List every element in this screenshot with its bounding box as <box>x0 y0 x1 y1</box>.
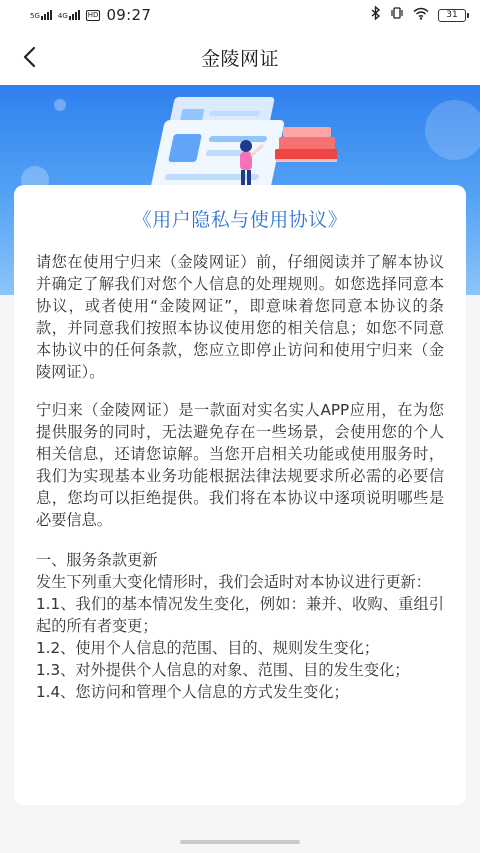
section-item: 1.1、我们的基本情况发生变化，例如：兼并、收购、重组引起的所有者变更； <box>36 595 444 635</box>
signal-5g <box>30 10 52 20</box>
agreement-title: 《用户隐私与使用协议》 <box>132 209 348 231</box>
status-bar <box>0 0 480 30</box>
agreement-card <box>14 185 466 805</box>
bottom-area <box>0 815 480 853</box>
status-left <box>30 6 151 24</box>
agreement-paragraph: 宁归来（金陵网证）是一款面对实名实人APP应用，在为您提供服务的同时，无法避免存在一些场景，会使用您的个人相关信息，还请您谅解。当您开启相关功能或使用服务时，我们为实现基本业务功能根据法律法规要求所必需的必要信息，您均可以拒绝提供。我们将在本协议中逐项说明哪些是必要信息。 <box>36 401 444 529</box>
bluetooth-icon <box>371 6 381 24</box>
section-intro: 发生下列重大变化情形时，我们会适时对本协议进行更新： <box>36 573 431 591</box>
signal-4g <box>58 10 80 20</box>
wifi-icon <box>413 7 429 24</box>
page-title: 金陵网证 <box>200 48 279 70</box>
hd-badge: HD <box>87 10 99 19</box>
section-item: 1.4、您访问和管理个人信息的方式发生变化； <box>36 683 349 701</box>
section-item: 1.2、使用个人信息的范围、目的、规则发生变化； <box>36 639 380 657</box>
status-right <box>371 6 466 24</box>
signal-4g-label: 4G <box>57 12 68 20</box>
battery-icon: 31 <box>438 9 466 22</box>
signal-bars-icon <box>69 10 80 20</box>
back-button[interactable] <box>14 42 44 72</box>
vibrate-icon <box>390 6 404 24</box>
clock: 09:27 <box>106 6 152 24</box>
section-heading: 一、服务条款更新 <box>36 551 158 569</box>
signal-bars-icon <box>41 10 52 20</box>
nav-bar <box>0 30 480 85</box>
home-indicator[interactable] <box>180 840 300 844</box>
agreement-paragraph: 请您在使用宁归来（金陵网证）前，仔细阅读并了解本协议并确定了解我们对您个人信息的处理规则。如您选择同意本协议，或者使用“金陵网证”，即意味着您同意本协议的条款，并同意我们按照本协议使用您的相关信息；如您不同意本协议中的任何条款，您应立即停止访问和使用宁归来（金陵网证）。 <box>36 253 444 381</box>
section-service-terms <box>36 549 444 703</box>
signal-5g-label: 5G <box>30 12 40 20</box>
section-item: 1.3、对外提供个人信息的对象、范围、目的发生变化； <box>36 661 410 679</box>
chevron-left-icon <box>22 46 36 68</box>
